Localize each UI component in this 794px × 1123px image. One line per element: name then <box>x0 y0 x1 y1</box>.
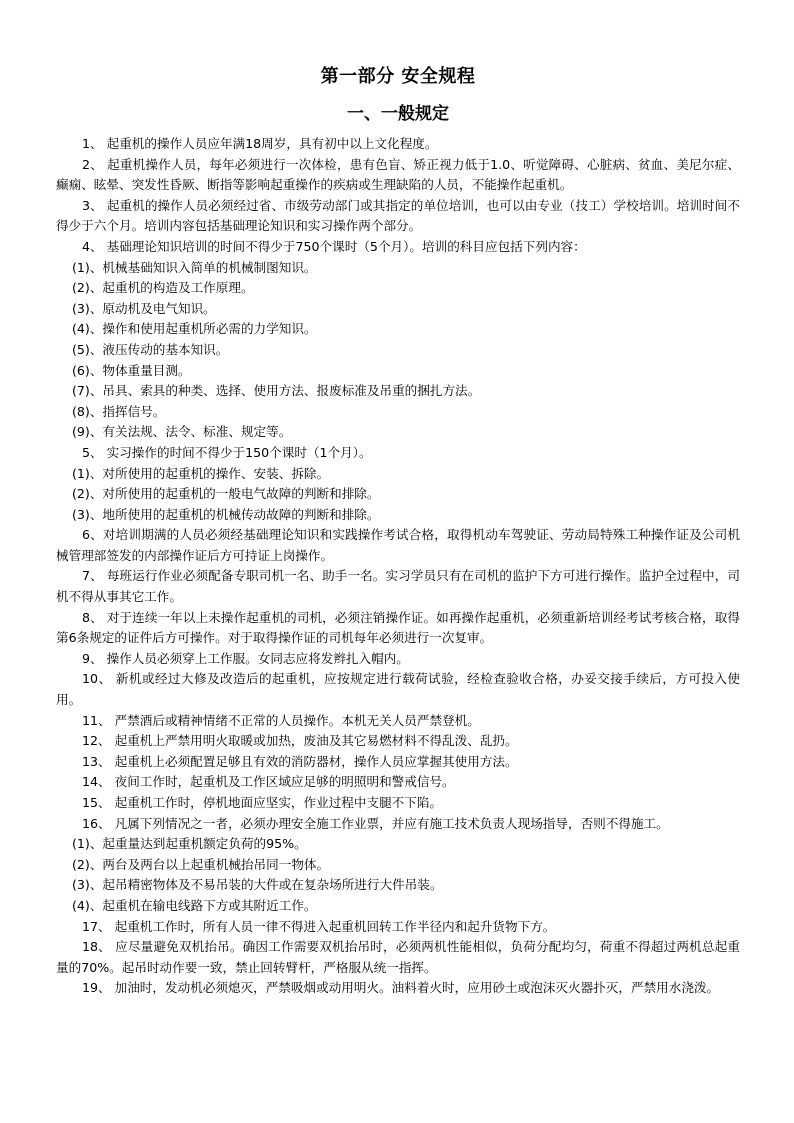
rule-item: 12、 起重机上严禁用明火取暖或加热，废油及其它易燃材料不得乱泼、乱扔。 <box>82 733 518 749</box>
sub-item: (5)、液压传动的基本知识。 <box>72 341 229 357</box>
rule-item: 11、 严禁酒后或精神情绪不正常的人员操作。本机无关人员严禁登机。 <box>82 712 480 728</box>
sub-item: (3)、地所使用的起重机的机械传动故障的判断和排除。 <box>72 506 380 522</box>
rule-item: 14、 夜间工作时，起重机及工作区域应足够的明照明和警戒信号。 <box>82 774 455 790</box>
paragraph-list <box>56 134 740 999</box>
sub-item: (9)、有关法规、法令、标准、规定等。 <box>72 424 292 440</box>
rule-item: 3、 起重机的操作人员必须经过省、市级劳动部门或其指定的单位培训，也可以由专业（技工）学校培训。培训时间不得少于六个月。培训内容包括基础理论知识和实习操作两个部分。 <box>56 197 740 234</box>
rule-item: 2、 起重机操作人员，每年必须进行一次体检，患有色盲、矫正视力低于1.0、听觉障碍、心脏病、贫血、美尼尔症、癫痫、眩晕、突发性昏厥、断指等影响起重操作的疾病或生理缺陷的人员，不能操作起重机。 <box>56 156 740 193</box>
rule-item: 4、 基础理论知识培训的时间不得少于750个课时（5个月）。培训的科目应包括下列内容： <box>82 238 586 254</box>
rule-item: 9、 操作人员必须穿上工作服。女同志应将发辫扎入帽内。 <box>82 650 409 666</box>
sub-item: (8)、指挥信号。 <box>72 403 166 419</box>
sub-item: (3)、起吊精密物体及不易吊装的大件或在复杂场所进行大件吊装。 <box>72 877 443 893</box>
rule-item: 19、 加油时，发动机必须熄灭，严禁吸烟或动用明火。油料着火时，应用砂土或泡沫灭火器扑灭，严禁用水浇泼。 <box>82 980 720 996</box>
rule-item: 8、 对于连续一年以上未操作起重机的司机，必须注销操作证。如再操作起重机，必须重新培训经考试考核合格，取得第6条规定的证件后方可操作。对于取得操作证的司机每年必须进行一次复审。 <box>56 609 740 646</box>
rule-item: 5、 实习操作的时间不得少于150个课时（1个月）。 <box>82 444 372 460</box>
sub-item: (7)、吊具、索具的种类、选择、使用方法、报废标准及吊重的捆扎方法。 <box>72 383 481 399</box>
sub-item: (6)、物体重量目测。 <box>72 362 191 378</box>
sub-item: (4)、起重机在输电线路下方或其附近工作。 <box>72 897 317 913</box>
rule-item: 6、对培训期满的人员必须经基础理论知识和实践操作考试合格，取得机动车驾驶证、劳动局特殊工种操作证及公司机械管理部签发的内部操作证后方可持证上岗操作。 <box>56 527 740 563</box>
section-heading: 一、一般规定 <box>347 104 449 124</box>
rule-item: 15、 起重机工作时，停机地面应坚实，作业过程中支腿不下陷。 <box>82 795 443 810</box>
sub-item: (2)、对所使用的起重机的一般电气故障的判断和排除。 <box>72 486 380 502</box>
rule-item: 7、 每班运行作业必须配备专职司机一名、助手一名。实习学员只有在司机的监护下方可进行操作。监护全过程中，司机不得从事其它工作。 <box>56 568 740 605</box>
rule-item: 13、 起重机上必须配置足够且有效的消防器材，操作人员应掌握其使用方法。 <box>82 753 518 769</box>
sub-item: (2)、起重机的构造及工作原理。 <box>72 280 254 296</box>
rule-item: 18、 应尽量避免双机抬吊。确因工作需要双机抬吊时，必须两机性能相似，负荷分配均匀，荷重不得超过两机总起重量的70%。起吊时动作要一致，禁止回转臂杆，严格服从统一指挥。 <box>56 939 740 975</box>
sub-item: (1)、起重量达到起重机额定负荷的95%。 <box>72 836 307 852</box>
sub-item: (2)、两台及两台以上起重机械抬吊同一物体。 <box>72 856 330 872</box>
sub-item: (4)、操作和使用起重机所必需的力学知识。 <box>72 321 317 337</box>
document-title: 第一部分 安全规程 <box>320 66 476 87</box>
rule-item: 1、 起重机的操作人员应年满18周岁，具有初中以上文化程度。 <box>82 136 438 151</box>
sub-item: (1)、对所使用的起重机的操作、安装、拆除。 <box>72 465 330 481</box>
rule-item: 17、 起重机工作时，所有人员一律不得进入起重机回转工作半径内和起升货物下方。 <box>82 918 556 934</box>
rule-item: 10、 新机或经过大修及改造后的起重机，应按规定进行载荷试验，经检查验收合格，办妥交接手续后，方可投入使用。 <box>56 671 740 708</box>
document-page <box>56 62 740 999</box>
rule-item: 16、 凡属下列情况之一者，必须办理安全施工作业票，并应有施工技术负责人现场指导，否则不得施工。 <box>82 815 669 831</box>
sub-item: (3)、原动机及电气知识。 <box>72 300 216 316</box>
sub-item: (1)、机械基础知识入简单的机械制图知识。 <box>72 259 317 275</box>
